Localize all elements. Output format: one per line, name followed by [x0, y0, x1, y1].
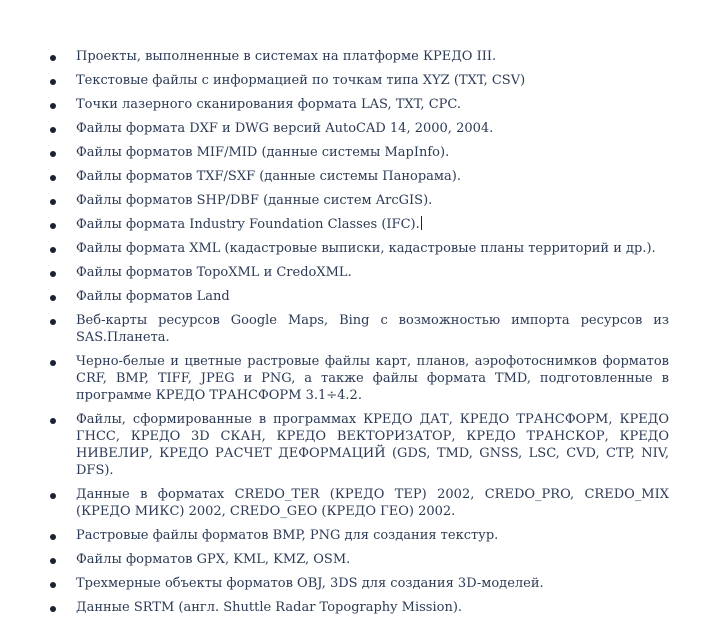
list-item	[0, 551, 704, 568]
list-item	[0, 120, 704, 137]
list-item-text: Файлы форматов TXF/SXF (данные системы Панорама).	[76, 169, 461, 184]
bullet-icon	[50, 271, 56, 277]
bullet-icon	[50, 127, 56, 133]
bullet-icon	[50, 606, 56, 612]
bullet-icon	[50, 79, 56, 85]
list-item	[0, 168, 704, 185]
list-item-text: Файлы формата Industry Foundation Classes (IFC).	[76, 217, 420, 232]
bullet-icon	[50, 558, 56, 564]
list-item-text: Файлы формата XML (кадастровые выписки, кадастровые планы территорий и др.).	[76, 241, 656, 256]
bullet-icon	[50, 418, 56, 424]
list-item-text: Данные SRTM (англ. Shuttle Radar Topography Mission).	[76, 600, 463, 615]
list-item-text: Трехмерные объекты форматов OBJ, 3DS для создания 3D-моделей.	[76, 576, 544, 591]
bullet-icon	[50, 247, 56, 253]
list-item-text: Веб-карты ресурсов Google Maps, Bing с возможностью импорта ресурсов из SAS.Планета.	[76, 313, 669, 345]
list-item-text: Растровые файлы форматов BMP, PNG для создания текстур.	[76, 528, 499, 543]
list-item-text: Данные в форматах CREDO_TER (КРЕДО ТЕР) 2002, CREDO_PRO, CREDO_MIX (КРЕДО МИКС) 2002, CREDO_GEO (КРЕДО ГЕО) 2002.	[76, 487, 669, 519]
list-item	[0, 96, 704, 113]
list-item-text: Файлы, сформированные в программах КРЕДО ДАТ, КРЕДО ТРАНСФОРМ, КРЕДО ГНСС, КРЕДО 3D СКАН, КРЕДО ВЕКТОРИЗАТОР, КРЕДО ТРАНСКОР, КРЕДО НИВЕЛИР, КРЕДО РАСЧЕТ ДЕФОРМАЦИЙ (GDS, TMD, GNSS, LSC, CVD, CTP, NIV, DFS).	[76, 412, 669, 478]
list-item-text: Файлы форматов TopoXML и CredoXML.	[76, 265, 352, 280]
bullet-icon	[50, 295, 56, 301]
bullet-icon	[50, 360, 56, 366]
list-item	[0, 48, 704, 65]
list-item	[0, 72, 704, 89]
list-item-text: Файлы форматов Land	[76, 289, 230, 304]
list-item	[0, 144, 704, 161]
list-item	[0, 527, 704, 544]
list-item-text: Файлы форматов GPX, KML, KMZ, OSM.	[76, 552, 351, 567]
bullet-icon	[50, 103, 56, 109]
text-cursor	[421, 216, 422, 230]
bullet-icon	[50, 534, 56, 540]
list-item-text: Текстовые файлы с информацией по точкам типа XYZ (TXT, CSV)	[76, 73, 526, 88]
bullet-icon	[50, 223, 56, 229]
list-item	[0, 486, 704, 520]
list-item	[0, 288, 704, 305]
bullet-icon	[50, 55, 56, 61]
list-item	[0, 312, 704, 346]
list-item	[0, 264, 704, 281]
list-item	[0, 353, 704, 404]
list-item	[0, 240, 704, 257]
list-item	[0, 575, 704, 592]
list-item-text: Проекты, выполненные в системах на платформе КРЕДО III.	[76, 49, 497, 64]
list-item-text: Файлы форматов SHP/DBF (данные систем ArcGIS).	[76, 193, 433, 208]
list-item	[0, 192, 704, 209]
list-item	[0, 411, 704, 479]
bullet-icon	[50, 319, 56, 325]
list-item-text: Файлы формата DXF и DWG версий AutoCAD 14, 2000, 2004.	[76, 121, 494, 136]
supported-formats-list	[0, 48, 704, 623]
bullet-icon	[50, 493, 56, 499]
bullet-icon	[50, 175, 56, 181]
list-item-text: Файлы форматов MIF/MID (данные системы MapInfo).	[76, 145, 450, 160]
list-item	[0, 599, 704, 616]
bullet-icon	[50, 151, 56, 157]
list-item-text: Точки лазерного сканирования формата LAS, TXT, CPC.	[76, 97, 462, 112]
bullet-icon	[50, 199, 56, 205]
bullet-icon	[50, 582, 56, 588]
list-item	[0, 216, 704, 233]
list-item-text: Черно-белые и цветные растровые файлы карт, планов, аэрофотоснимков форматов CRF, BMP, TIFF, JPEG и PNG, а также файлы формата TMD, подготовленные в программе КРЕДО ТРАНСФОРМ 3.1÷4.2.	[76, 354, 669, 403]
